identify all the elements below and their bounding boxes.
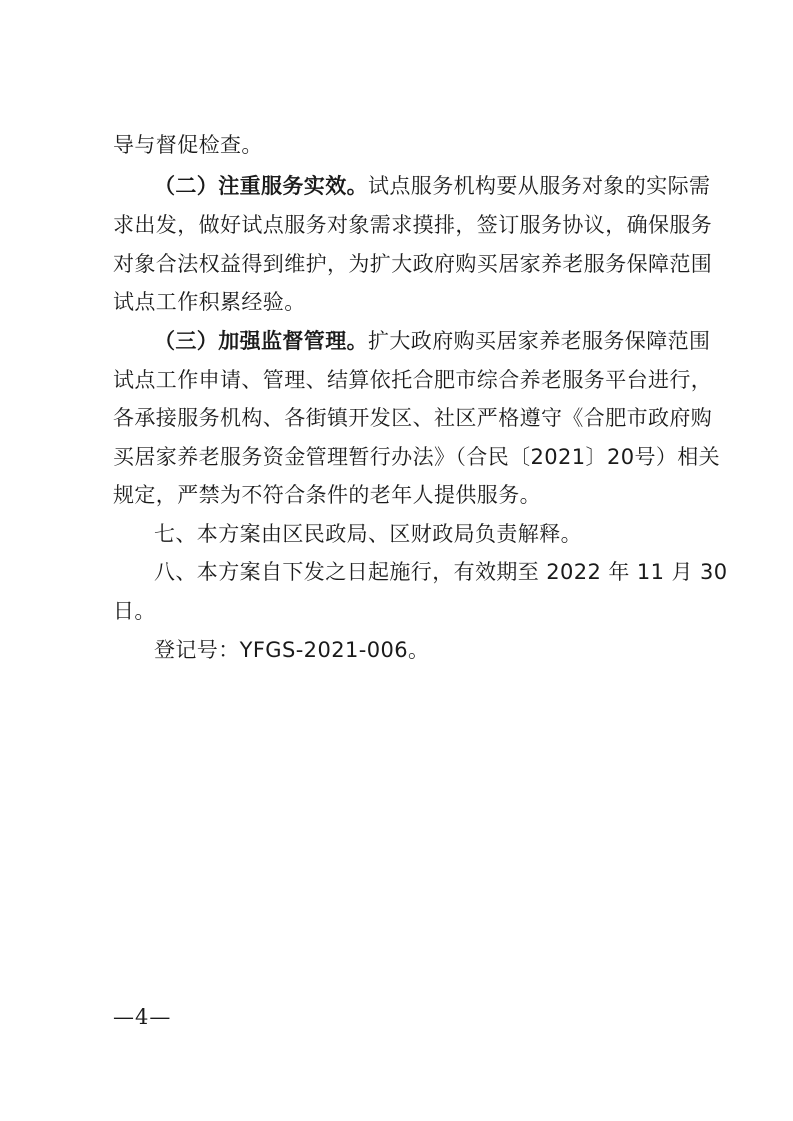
section-heading-line [154,171,711,201]
line-text: 扩大政府购买居家养老服务保障范围 [368,329,711,353]
paragraph-line [154,519,698,549]
paragraph-line [113,596,698,626]
paragraph-line [113,287,698,317]
line-text: 试点工作申请、管理、结算依托合肥市综合养老服务平台进行， [113,368,713,392]
paragraph-line [154,557,728,587]
line-text: 八、本方案自下发之日起施行，有效期至 2022 年 11 月 30 [154,560,728,584]
paragraph-line [113,403,713,433]
paragraph-line [113,210,713,240]
line-text: 买居家养老服务资金管理暂行办法》（合民〔2021〕20号）相关 [113,445,721,469]
registration-number [154,635,698,665]
line-text: 试点工作积累经验。 [113,290,306,314]
line-text: 七、本方案由区民政局、区财政局负责解释。 [154,522,582,546]
paragraph-line [113,442,721,472]
line-text: 各承接服务机构、各街镇开发区、社区严格遵守《合肥市政府购 [113,406,713,430]
section-heading-line [154,326,711,356]
line-text: 求出发，做好试点服务对象需求摸排，签订服务协议，确保服务 [113,213,713,237]
paragraph-line [113,480,698,510]
page-number: —4— [113,1005,172,1029]
line-text: 导与督促检查。 [113,133,263,157]
section-heading: （二）注重服务实效。 [154,174,368,198]
paragraph-line [113,365,713,395]
line-text: 对象合法权益得到维护，为扩大政府购买居家养老服务保障范围 [113,252,713,276]
paragraph-line [113,249,713,279]
line-text: 日。 [113,599,156,623]
line-text: 规定，严禁为不符合条件的老年人提供服务。 [113,483,541,507]
line-text: 登记号：YFGS-2021-006。 [154,638,430,662]
section-heading: （三）加强监督管理。 [154,329,368,353]
paragraph-line [113,130,698,160]
line-text: 试点服务机构要从服务对象的实际需 [368,174,711,198]
